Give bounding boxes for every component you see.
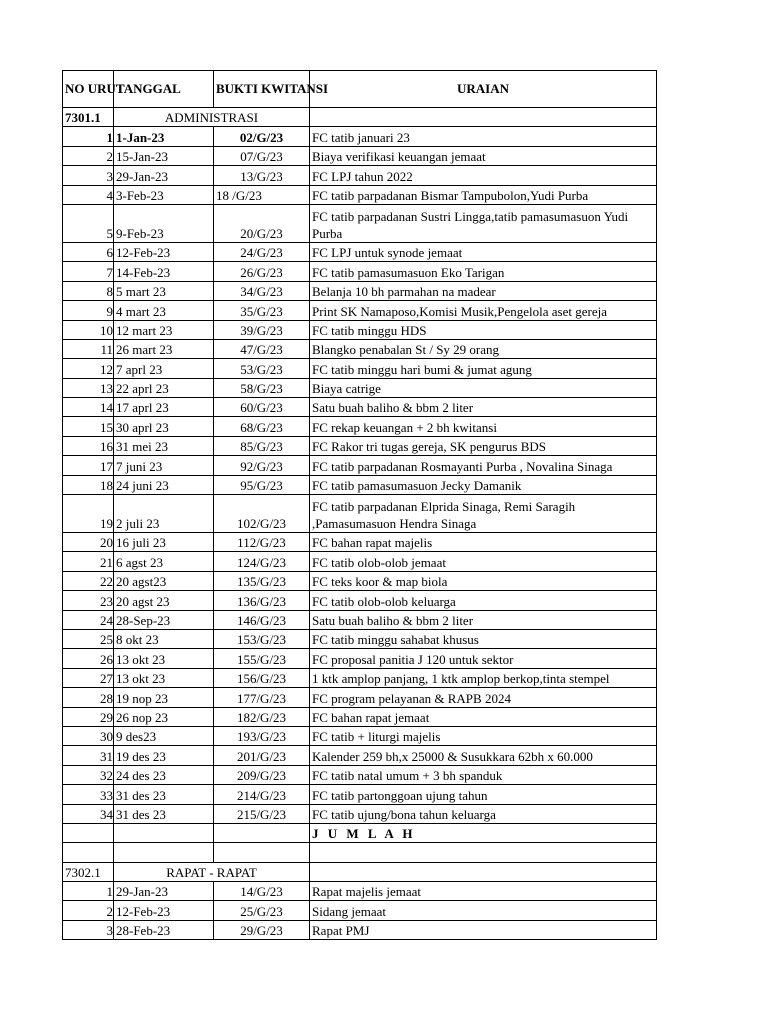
- table-row: [63, 378, 657, 397]
- row-date: 3-Feb-23: [114, 185, 214, 204]
- row-number: 17: [63, 456, 114, 475]
- row-date: 13 okt 23: [114, 668, 214, 687]
- row-receipt: 14/G/23: [214, 882, 310, 901]
- row-description: Rapat PMJ: [310, 920, 657, 939]
- section-title: ADMINISTRASI: [114, 108, 310, 127]
- row-description: FC LPJ untuk synode jemaat: [310, 242, 657, 261]
- row-date: 16 juli 23: [114, 533, 214, 552]
- row-date: 22 aprl 23: [114, 378, 214, 397]
- row-description: FC tatib minggu sahabat khusus: [310, 629, 657, 648]
- row-description: Kalender 259 bh,x 25000 & Susukkara 62bh x 60.000: [310, 746, 657, 765]
- row-receipt: 153/G/23: [214, 629, 310, 648]
- row-number: 29: [63, 707, 114, 726]
- row-number: 4: [63, 185, 114, 204]
- row-date: 31 des 23: [114, 804, 214, 823]
- row-number: 8: [63, 281, 114, 300]
- empty-cell: [310, 843, 657, 862]
- table-row: [63, 629, 657, 648]
- row-date: 9-Feb-23: [114, 204, 214, 242]
- row-description: FC tatib olob-olob keluarga: [310, 591, 657, 610]
- row-number: 2: [63, 146, 114, 165]
- row-description: FC tatib parpadanan Sustri Lingga,tatib pamasumasuon Yudi Purba: [310, 204, 657, 242]
- row-date: 29-Jan-23: [114, 882, 214, 901]
- row-receipt: 26/G/23: [214, 262, 310, 281]
- row-description: FC tatib parpadanan Rosmayanti Purba , Novalina Sinaga: [310, 456, 657, 475]
- row-number: 16: [63, 436, 114, 455]
- row-date: 24 juni 23: [114, 475, 214, 494]
- row-description: FC teks koor & map biola: [310, 571, 657, 590]
- empty-cell: [63, 843, 114, 862]
- table-row: [63, 552, 657, 571]
- row-description: Satu buah baliho & bbm 2 liter: [310, 398, 657, 417]
- header-no: NO URUT: [63, 71, 114, 108]
- table-row: [63, 127, 657, 146]
- row-date: 19 des 23: [114, 746, 214, 765]
- row-date: 7 aprl 23: [114, 359, 214, 378]
- row-number: 10: [63, 320, 114, 339]
- row-date: 31 mei 23: [114, 436, 214, 455]
- table-row: [63, 242, 657, 261]
- row-number: 30: [63, 726, 114, 745]
- section-code: 7301.1: [63, 108, 114, 127]
- row-receipt: 214/G/23: [214, 785, 310, 804]
- row-date: 15-Jan-23: [114, 146, 214, 165]
- row-date: 31 des 23: [114, 785, 214, 804]
- section-title: RAPAT - RAPAT: [114, 862, 310, 881]
- table-row: [63, 359, 657, 378]
- row-date: 28-Sep-23: [114, 610, 214, 629]
- row-description: 1 ktk amplop panjang, 1 ktk amplop berkop,tinta stempel: [310, 668, 657, 687]
- table-row: [63, 398, 657, 417]
- row-number: 31: [63, 746, 114, 765]
- header-uraian: URAIAN: [310, 71, 657, 108]
- row-receipt: 136/G/23: [214, 591, 310, 610]
- row-date: 4 mart 23: [114, 301, 214, 320]
- row-receipt: 18 /G/23: [214, 185, 310, 204]
- table-row: [63, 146, 657, 165]
- row-description: FC tatib minggu hari bumi & jumat agung: [310, 359, 657, 378]
- total-row: [63, 823, 657, 842]
- row-description: FC tatib minggu HDS: [310, 320, 657, 339]
- table-row: [63, 533, 657, 552]
- row-date: 26 nop 23: [114, 707, 214, 726]
- row-receipt: 92/G/23: [214, 456, 310, 475]
- table-row: [63, 456, 657, 475]
- row-number: 33: [63, 785, 114, 804]
- row-description: Print SK Namaposo,Komisi Musik,Pengelola aset gereja: [310, 301, 657, 320]
- row-date: 13 okt 23: [114, 649, 214, 668]
- row-number: 21: [63, 552, 114, 571]
- row-receipt: 53/G/23: [214, 359, 310, 378]
- row-description: Rapat majelis jemaat: [310, 882, 657, 901]
- row-number: 18: [63, 475, 114, 494]
- row-receipt: 13/G/23: [214, 166, 310, 185]
- row-receipt: 34/G/23: [214, 281, 310, 300]
- row-date: 5 mart 23: [114, 281, 214, 300]
- table-row: [63, 726, 657, 745]
- row-receipt: 201/G/23: [214, 746, 310, 765]
- row-number: 1: [63, 127, 114, 146]
- row-receipt: 215/G/23: [214, 804, 310, 823]
- row-receipt: 156/G/23: [214, 668, 310, 687]
- row-description: FC tatib parpadanan Elprida Sinaga, Remi Saragih ,Pamasumasuon Hendra Sinaga: [310, 495, 657, 533]
- table-row: [63, 281, 657, 300]
- table-row: [63, 649, 657, 668]
- empty-cell: [114, 823, 214, 842]
- row-number: 28: [63, 688, 114, 707]
- row-number: 23: [63, 591, 114, 610]
- row-description: FC tatib pamasumasuon Jecky Damanik: [310, 475, 657, 494]
- row-receipt: 68/G/23: [214, 417, 310, 436]
- row-receipt: 155/G/23: [214, 649, 310, 668]
- row-description: FC Rakor tri tugas gereja, SK pengurus BDS: [310, 436, 657, 455]
- row-number: 27: [63, 668, 114, 687]
- row-number: 34: [63, 804, 114, 823]
- row-receipt: 60/G/23: [214, 398, 310, 417]
- row-number: 5: [63, 204, 114, 242]
- row-receipt: 146/G/23: [214, 610, 310, 629]
- table-row: [63, 707, 657, 726]
- row-date: 9 des23: [114, 726, 214, 745]
- row-date: 12-Feb-23: [114, 242, 214, 261]
- row-receipt: 177/G/23: [214, 688, 310, 707]
- table-row: [63, 301, 657, 320]
- row-receipt: 39/G/23: [214, 320, 310, 339]
- row-number: 22: [63, 571, 114, 590]
- row-number: 24: [63, 610, 114, 629]
- row-number: 13: [63, 378, 114, 397]
- row-number: 19: [63, 495, 114, 533]
- row-description: FC tatib ujung/bona tahun keluarga: [310, 804, 657, 823]
- table-row: [63, 339, 657, 358]
- table-row: [63, 320, 657, 339]
- row-number: 2: [63, 901, 114, 920]
- total-label: J U M L A H: [310, 823, 657, 842]
- table-row: [63, 765, 657, 784]
- header-tanggal: TANGGAL: [114, 71, 214, 108]
- row-date: 2 juli 23: [114, 495, 214, 533]
- row-receipt: 193/G/23: [214, 726, 310, 745]
- row-description: FC tatib natal umum + 3 bh spanduk: [310, 765, 657, 784]
- empty-cell: [214, 843, 310, 862]
- row-receipt: 02/G/23: [214, 127, 310, 146]
- row-receipt: 102/G/23: [214, 495, 310, 533]
- table-row: [63, 901, 657, 920]
- row-description: FC tatib olob-olob jemaat: [310, 552, 657, 571]
- table-row: [63, 417, 657, 436]
- row-description: FC proposal panitia J 120 untuk sektor: [310, 649, 657, 668]
- row-description: FC tatib parpadanan Bismar Tampubolon,Yudi Purba: [310, 185, 657, 204]
- row-receipt: 24/G/23: [214, 242, 310, 261]
- section-code: 7302.1: [63, 862, 114, 881]
- table-body: [63, 108, 657, 940]
- row-date: 29-Jan-23: [114, 166, 214, 185]
- table-row: [63, 495, 657, 533]
- empty-cell: [63, 823, 114, 842]
- table-row: [63, 610, 657, 629]
- row-receipt: 35/G/23: [214, 301, 310, 320]
- row-number: 11: [63, 339, 114, 358]
- row-number: 3: [63, 920, 114, 939]
- row-date: 20 agst23: [114, 571, 214, 590]
- row-number: 9: [63, 301, 114, 320]
- row-date: 7 juni 23: [114, 456, 214, 475]
- table-row: [63, 571, 657, 590]
- section-header-row: [63, 862, 657, 881]
- row-date: 12 mart 23: [114, 320, 214, 339]
- table-row: [63, 688, 657, 707]
- section-header-row: [63, 108, 657, 127]
- table-row: [63, 591, 657, 610]
- table-row: [63, 436, 657, 455]
- empty-cell: [114, 843, 214, 862]
- row-number: 12: [63, 359, 114, 378]
- row-description: Satu buah baliho & bbm 2 liter: [310, 610, 657, 629]
- table-row: [63, 204, 657, 242]
- row-number: 20: [63, 533, 114, 552]
- row-number: 6: [63, 242, 114, 261]
- table-row: [63, 185, 657, 204]
- empty-cell: [214, 823, 310, 842]
- row-description: Biaya catrige: [310, 378, 657, 397]
- row-date: 12-Feb-23: [114, 901, 214, 920]
- row-number: 15: [63, 417, 114, 436]
- row-description: FC LPJ tahun 2022: [310, 166, 657, 185]
- row-receipt: 95/G/23: [214, 475, 310, 494]
- table-row: [63, 804, 657, 823]
- row-number: 1: [63, 882, 114, 901]
- row-receipt: 135/G/23: [214, 571, 310, 590]
- row-number: 3: [63, 166, 114, 185]
- row-date: 8 okt 23: [114, 629, 214, 648]
- row-receipt: 124/G/23: [214, 552, 310, 571]
- row-description: FC tatib partonggoan ujung tahun: [310, 785, 657, 804]
- row-description: FC tatib pamasumasuon Eko Tarigan: [310, 262, 657, 281]
- row-description: Belanja 10 bh parmahan na madear: [310, 281, 657, 300]
- row-description: Sidang jemaat: [310, 901, 657, 920]
- row-description: FC bahan rapat jemaat: [310, 707, 657, 726]
- empty-cell: [310, 108, 657, 127]
- row-receipt: 07/G/23: [214, 146, 310, 165]
- table-row: [63, 475, 657, 494]
- row-receipt: 209/G/23: [214, 765, 310, 784]
- row-receipt: 112/G/23: [214, 533, 310, 552]
- row-receipt: 47/G/23: [214, 339, 310, 358]
- row-date: 20 agst 23: [114, 591, 214, 610]
- row-number: 32: [63, 765, 114, 784]
- row-description: Blangko penabalan St / Sy 29 orang: [310, 339, 657, 358]
- row-description: FC tatib januari 23: [310, 127, 657, 146]
- row-receipt: 29/G/23: [214, 920, 310, 939]
- row-date: 28-Feb-23: [114, 920, 214, 939]
- row-receipt: 85/G/23: [214, 436, 310, 455]
- empty-row: [63, 843, 657, 862]
- row-receipt: 58/G/23: [214, 378, 310, 397]
- empty-cell: [310, 862, 657, 881]
- row-number: 26: [63, 649, 114, 668]
- row-description: FC bahan rapat majelis: [310, 533, 657, 552]
- row-date: 6 agst 23: [114, 552, 214, 571]
- row-description: FC tatib + liturgi majelis: [310, 726, 657, 745]
- row-date: 14-Feb-23: [114, 262, 214, 281]
- table-row: [63, 746, 657, 765]
- row-number: 25: [63, 629, 114, 648]
- row-receipt: 25/G/23: [214, 901, 310, 920]
- row-number: 7: [63, 262, 114, 281]
- row-description: Biaya verifikasi keuangan jemaat: [310, 146, 657, 165]
- row-description: FC program pelayanan & RAPB 2024: [310, 688, 657, 707]
- table-row: [63, 785, 657, 804]
- row-number: 14: [63, 398, 114, 417]
- row-date: 17 aprl 23: [114, 398, 214, 417]
- header-row: [63, 71, 657, 108]
- row-date: 1-Jan-23: [114, 127, 214, 146]
- row-receipt: 20/G/23: [214, 204, 310, 242]
- row-date: 26 mart 23: [114, 339, 214, 358]
- table-row: [63, 668, 657, 687]
- row-date: 30 aprl 23: [114, 417, 214, 436]
- row-date: 24 des 23: [114, 765, 214, 784]
- header-bukti: BUKTI KWITANSI: [214, 71, 310, 108]
- table-row: [63, 882, 657, 901]
- row-receipt: 182/G/23: [214, 707, 310, 726]
- row-description: FC rekap keuangan + 2 bh kwitansi: [310, 417, 657, 436]
- table-row: [63, 166, 657, 185]
- table-row: [63, 262, 657, 281]
- row-date: 19 nop 23: [114, 688, 214, 707]
- table-row: [63, 920, 657, 939]
- ledger-table: [62, 70, 657, 940]
